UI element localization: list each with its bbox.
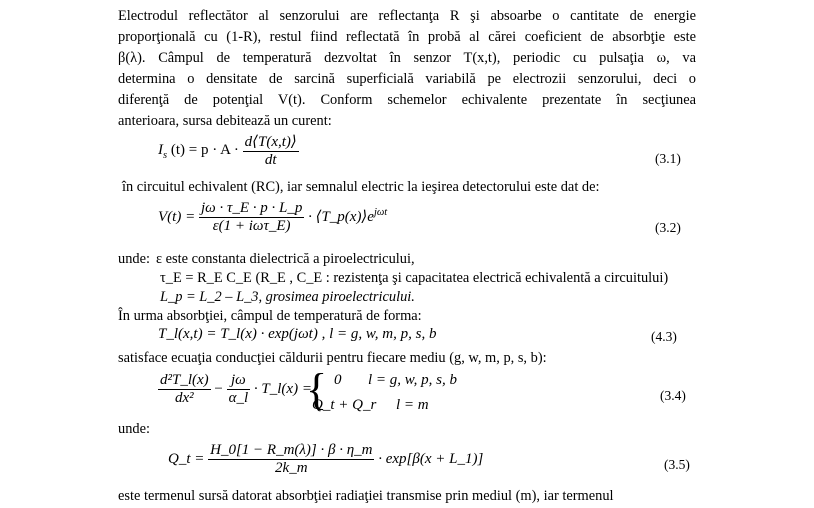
eq31-lhs-arg: (t) = p · A · bbox=[170, 141, 239, 158]
eq32-denominator: ε(1 + iωτ_E) bbox=[212, 218, 291, 234]
unde-label-2: unde: bbox=[118, 421, 150, 437]
eq34-brace: { bbox=[306, 365, 328, 414]
eq31-fraction bbox=[243, 132, 299, 169]
eq31-denominator: dt bbox=[264, 152, 277, 168]
para-line-2: proporţională cu (1-R), restul fiind reflectată în probă al cărei coeficient de absorbţie este bbox=[118, 29, 696, 45]
eq34-number: (3.4) bbox=[660, 388, 686, 403]
eq34-case2-val: Q_t + Q_r bbox=[312, 397, 377, 413]
eq32-numerator: jω · τ_E · p · L_p bbox=[200, 200, 303, 216]
eq35-number: (3.5) bbox=[664, 457, 690, 472]
def-tau: τ_E = R_E C_E (R_E , C_E : rezistenţa şi capacitatea electrică echivalentă a circuitului) bbox=[160, 270, 669, 286]
equation-3-5 bbox=[168, 442, 483, 477]
unde-label-1: unde: bbox=[118, 251, 150, 267]
para-line-6: anterioara, sursa debitează un curent: bbox=[118, 113, 332, 129]
eq34-fraction-1 bbox=[158, 372, 211, 407]
eq31-lhs: I bbox=[158, 141, 163, 158]
eq34-num1: d²T_l(x) bbox=[160, 372, 209, 388]
eq34-mid: · T_l(x) = bbox=[253, 380, 312, 397]
eq35-lhs: Q_t = bbox=[168, 450, 205, 467]
para-line-4: determina o densitate de sarcină superficială variabilă pe electrozii senzorului, deci o bbox=[118, 71, 696, 87]
eq34-fraction-2 bbox=[227, 372, 251, 407]
eq34-den1: dx² bbox=[175, 390, 194, 406]
intro-paragraph bbox=[118, 6, 696, 132]
equation-3-4: $\frac{\text{d²T\_l(x)}}{\text{dx²}}$ − $\frac{j\omega}{\alpha\_l}$ · T_l(x) = bbox=[160, 372, 312, 406]
eq32-tail: · ⟨T_p(x)⟩e bbox=[308, 208, 374, 225]
eq35-numerator: H_0[1 − R_m(λ)] · β · η_m bbox=[210, 442, 373, 458]
eq34-num2: jω bbox=[227, 372, 251, 390]
para-line-1: Electrodul reflectător al senzorului are reflectanţa R şi absoarbe o cantitate de energie bbox=[118, 8, 696, 24]
eq32-sup: jωt bbox=[373, 206, 388, 218]
eq31-numerator: d⟨T(x,t)⟩ bbox=[244, 134, 297, 150]
line-rc: în circuitul echivalent (RC), iar semnalul electric la ieşirea detectorului este dat de: bbox=[122, 179, 600, 195]
line-satisface: satisface ecuaţia conducţiei căldurii pentru fiecare mediu (g, w, m, p, s, b): bbox=[118, 350, 547, 366]
eq34-case2-cond: l = m bbox=[396, 397, 429, 413]
eq35-fraction bbox=[208, 442, 374, 477]
eq32-number: (3.2) bbox=[655, 220, 681, 235]
line-absorption: În urma absorbţiei, câmpul de temperatură de forma: bbox=[118, 308, 422, 324]
def-epsilon: ε este constanta dielectrică a piroelectricului, bbox=[156, 251, 415, 267]
para-line-5: diferenţă de potenţial V(t). Conform schemelor echivalente prezentate în secţiunea bbox=[118, 92, 696, 108]
eq32-lhs: V(t) = bbox=[158, 208, 196, 225]
para-line-3: β(λ). Câmpul de temperatură dezvoltat în senzor T(x,t), periodic cu pulsaţia ω, va bbox=[118, 50, 696, 66]
eq35-denominator: 2k_m bbox=[275, 460, 308, 476]
def-lp: L_p = L_2 – L_3, grosimea piroelectricului. bbox=[160, 289, 415, 305]
equation-3-1 bbox=[158, 132, 299, 169]
equation-4-3: T_l(x,t) = T_l(x) · exp(jωt) , l = g, w, m, p, s, b bbox=[158, 326, 437, 342]
eq34-case1-val: 0 bbox=[334, 372, 342, 388]
eq34-case1-cond: l = g, w, p, s, b bbox=[368, 372, 458, 388]
eq43-number: (4.3) bbox=[651, 329, 677, 344]
equation-3-2 bbox=[158, 200, 387, 235]
eq31-number: (3.1) bbox=[655, 151, 681, 166]
eq34-den2: α_l bbox=[228, 390, 249, 406]
eq32-fraction bbox=[199, 200, 304, 235]
eq35-tail: · exp[β(x + L_1)] bbox=[378, 450, 484, 467]
line-last: este termenul sursă datorat absorbţiei radiaţiei transmise prin mediul (m), iar termenul bbox=[118, 488, 614, 504]
eq31-lhs-sub: s bbox=[163, 149, 168, 161]
